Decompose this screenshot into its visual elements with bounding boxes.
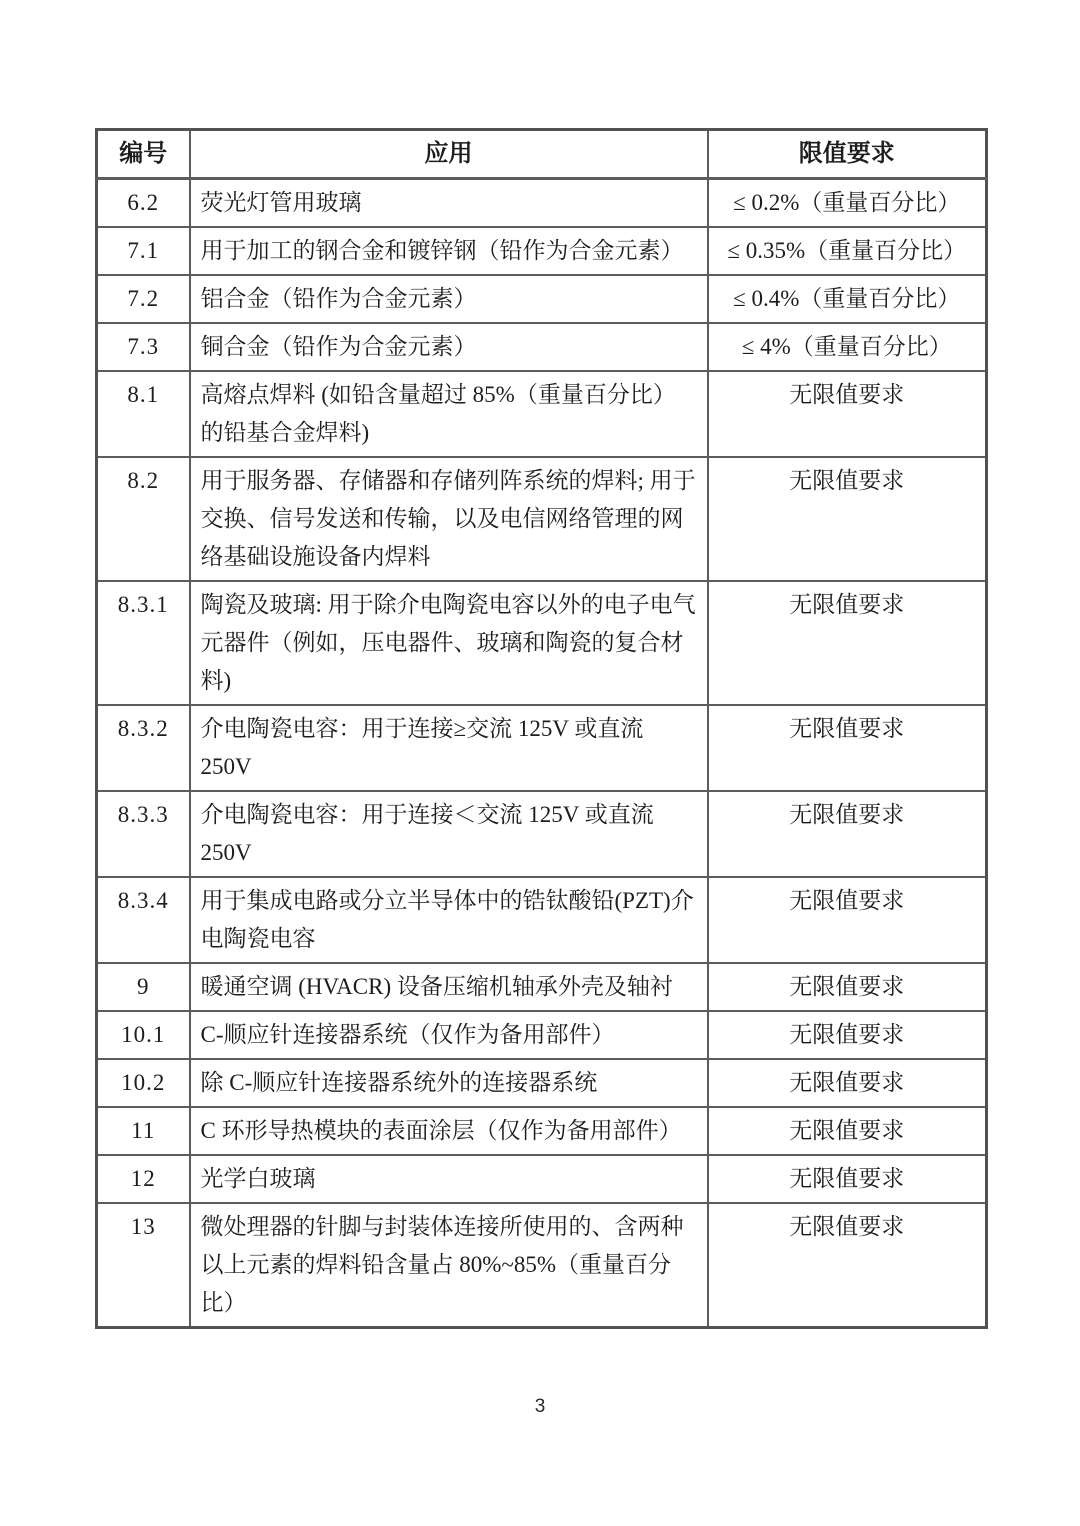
- table-row: [97, 227, 987, 275]
- header-application: 应用: [190, 130, 708, 179]
- row-id: 6.2: [97, 179, 190, 228]
- row-limit: ≤ 0.4%（重量百分比）: [708, 275, 987, 323]
- table-row: [97, 179, 987, 228]
- row-application: 用于加工的钢合金和镀锌钢（铅作为合金元素）: [190, 227, 708, 275]
- row-limit: 无限值要求: [708, 705, 987, 791]
- row-application: 光学白玻璃: [190, 1155, 708, 1203]
- table-row: [97, 1107, 987, 1155]
- table-row: [97, 275, 987, 323]
- limits-table-container: [95, 128, 988, 1329]
- row-limit: 无限值要求: [708, 1011, 987, 1059]
- row-application: 用于服务器、存储器和存储列阵系统的焊料; 用于交换、信号发送和传输，以及电信网络管理的网络基础设施设备内焊料: [190, 457, 708, 581]
- row-application: 铝合金（铅作为合金元素）: [190, 275, 708, 323]
- table-row: [97, 705, 987, 791]
- row-id: 9: [97, 963, 190, 1011]
- row-id: 8.3.3: [97, 791, 190, 877]
- row-id: 10.2: [97, 1059, 190, 1107]
- limits-table: [95, 128, 988, 1329]
- header-id: 编号: [97, 130, 190, 179]
- table-row: [97, 323, 987, 371]
- row-limit: ≤ 4%（重量百分比）: [708, 323, 987, 371]
- row-id: 8.2: [97, 457, 190, 581]
- row-limit: 无限值要求: [708, 457, 987, 581]
- table-header: [97, 130, 987, 179]
- row-limit: 无限值要求: [708, 1107, 987, 1155]
- row-id: 11: [97, 1107, 190, 1155]
- table-row: [97, 457, 987, 581]
- table-row: [97, 371, 987, 457]
- row-id: 8.1: [97, 371, 190, 457]
- row-application: 介电陶瓷电容：用于连接≥交流 125V 或直流 250V: [190, 705, 708, 791]
- row-limit: 无限值要求: [708, 371, 987, 457]
- table-row: [97, 1155, 987, 1203]
- row-limit: 无限值要求: [708, 791, 987, 877]
- row-limit: 无限值要求: [708, 1059, 987, 1107]
- row-application: C 环形导热模块的表面涂层（仅作为备用部件）: [190, 1107, 708, 1155]
- row-id: 7.3: [97, 323, 190, 371]
- row-application: 除 C-顺应针连接器系统外的连接器系统: [190, 1059, 708, 1107]
- table-row: [97, 963, 987, 1011]
- row-application: 暖通空调 (HVACR) 设备压缩机轴承外壳及轴衬: [190, 963, 708, 1011]
- row-id: 8.3.2: [97, 705, 190, 791]
- row-id: 8.3.1: [97, 581, 190, 705]
- row-id: 10.1: [97, 1011, 190, 1059]
- header-limit: 限值要求: [708, 130, 987, 179]
- page-number: 3: [534, 1396, 546, 1417]
- row-id: 12: [97, 1155, 190, 1203]
- row-application: 用于集成电路或分立半导体中的锆钛酸铅(PZT)介电陶瓷电容: [190, 877, 708, 963]
- row-application: 陶瓷及玻璃: 用于除介电陶瓷电容以外的电子电气元器件（例如，压电器件、玻璃和陶瓷的复合材料): [190, 581, 708, 705]
- row-application: C-顺应针连接器系统（仅作为备用部件）: [190, 1011, 708, 1059]
- row-application: 介电陶瓷电容：用于连接＜交流 125V 或直流 250V: [190, 791, 708, 877]
- table-row: [97, 1203, 987, 1328]
- table-row: [97, 791, 987, 877]
- table-row: [97, 1059, 987, 1107]
- row-limit: 无限值要求: [708, 1203, 987, 1328]
- table-row: [97, 877, 987, 963]
- row-id: 13: [97, 1203, 190, 1328]
- row-limit: 无限值要求: [708, 877, 987, 963]
- header-row: [97, 130, 987, 179]
- row-id: 8.3.4: [97, 877, 190, 963]
- row-application: 铜合金（铅作为合金元素）: [190, 323, 708, 371]
- row-limit: 无限值要求: [708, 963, 987, 1011]
- table-row: [97, 581, 987, 705]
- row-id: 7.1: [97, 227, 190, 275]
- row-id: 7.2: [97, 275, 190, 323]
- row-application: 荧光灯管用玻璃: [190, 179, 708, 228]
- row-limit: 无限值要求: [708, 1155, 987, 1203]
- row-limit: ≤ 0.35%（重量百分比）: [708, 227, 987, 275]
- row-application: 微处理器的针脚与封装体连接所使用的、含两种以上元素的焊料铅含量占 80%~85%（重量百分比）: [190, 1203, 708, 1328]
- row-limit: 无限值要求: [708, 581, 987, 705]
- row-limit: ≤ 0.2%（重量百分比）: [708, 179, 987, 228]
- row-application: 高熔点焊料 (如铅含量超过 85%（重量百分比）的铅基合金焊料): [190, 371, 708, 457]
- table-row: [97, 1011, 987, 1059]
- table-body: [97, 179, 987, 1328]
